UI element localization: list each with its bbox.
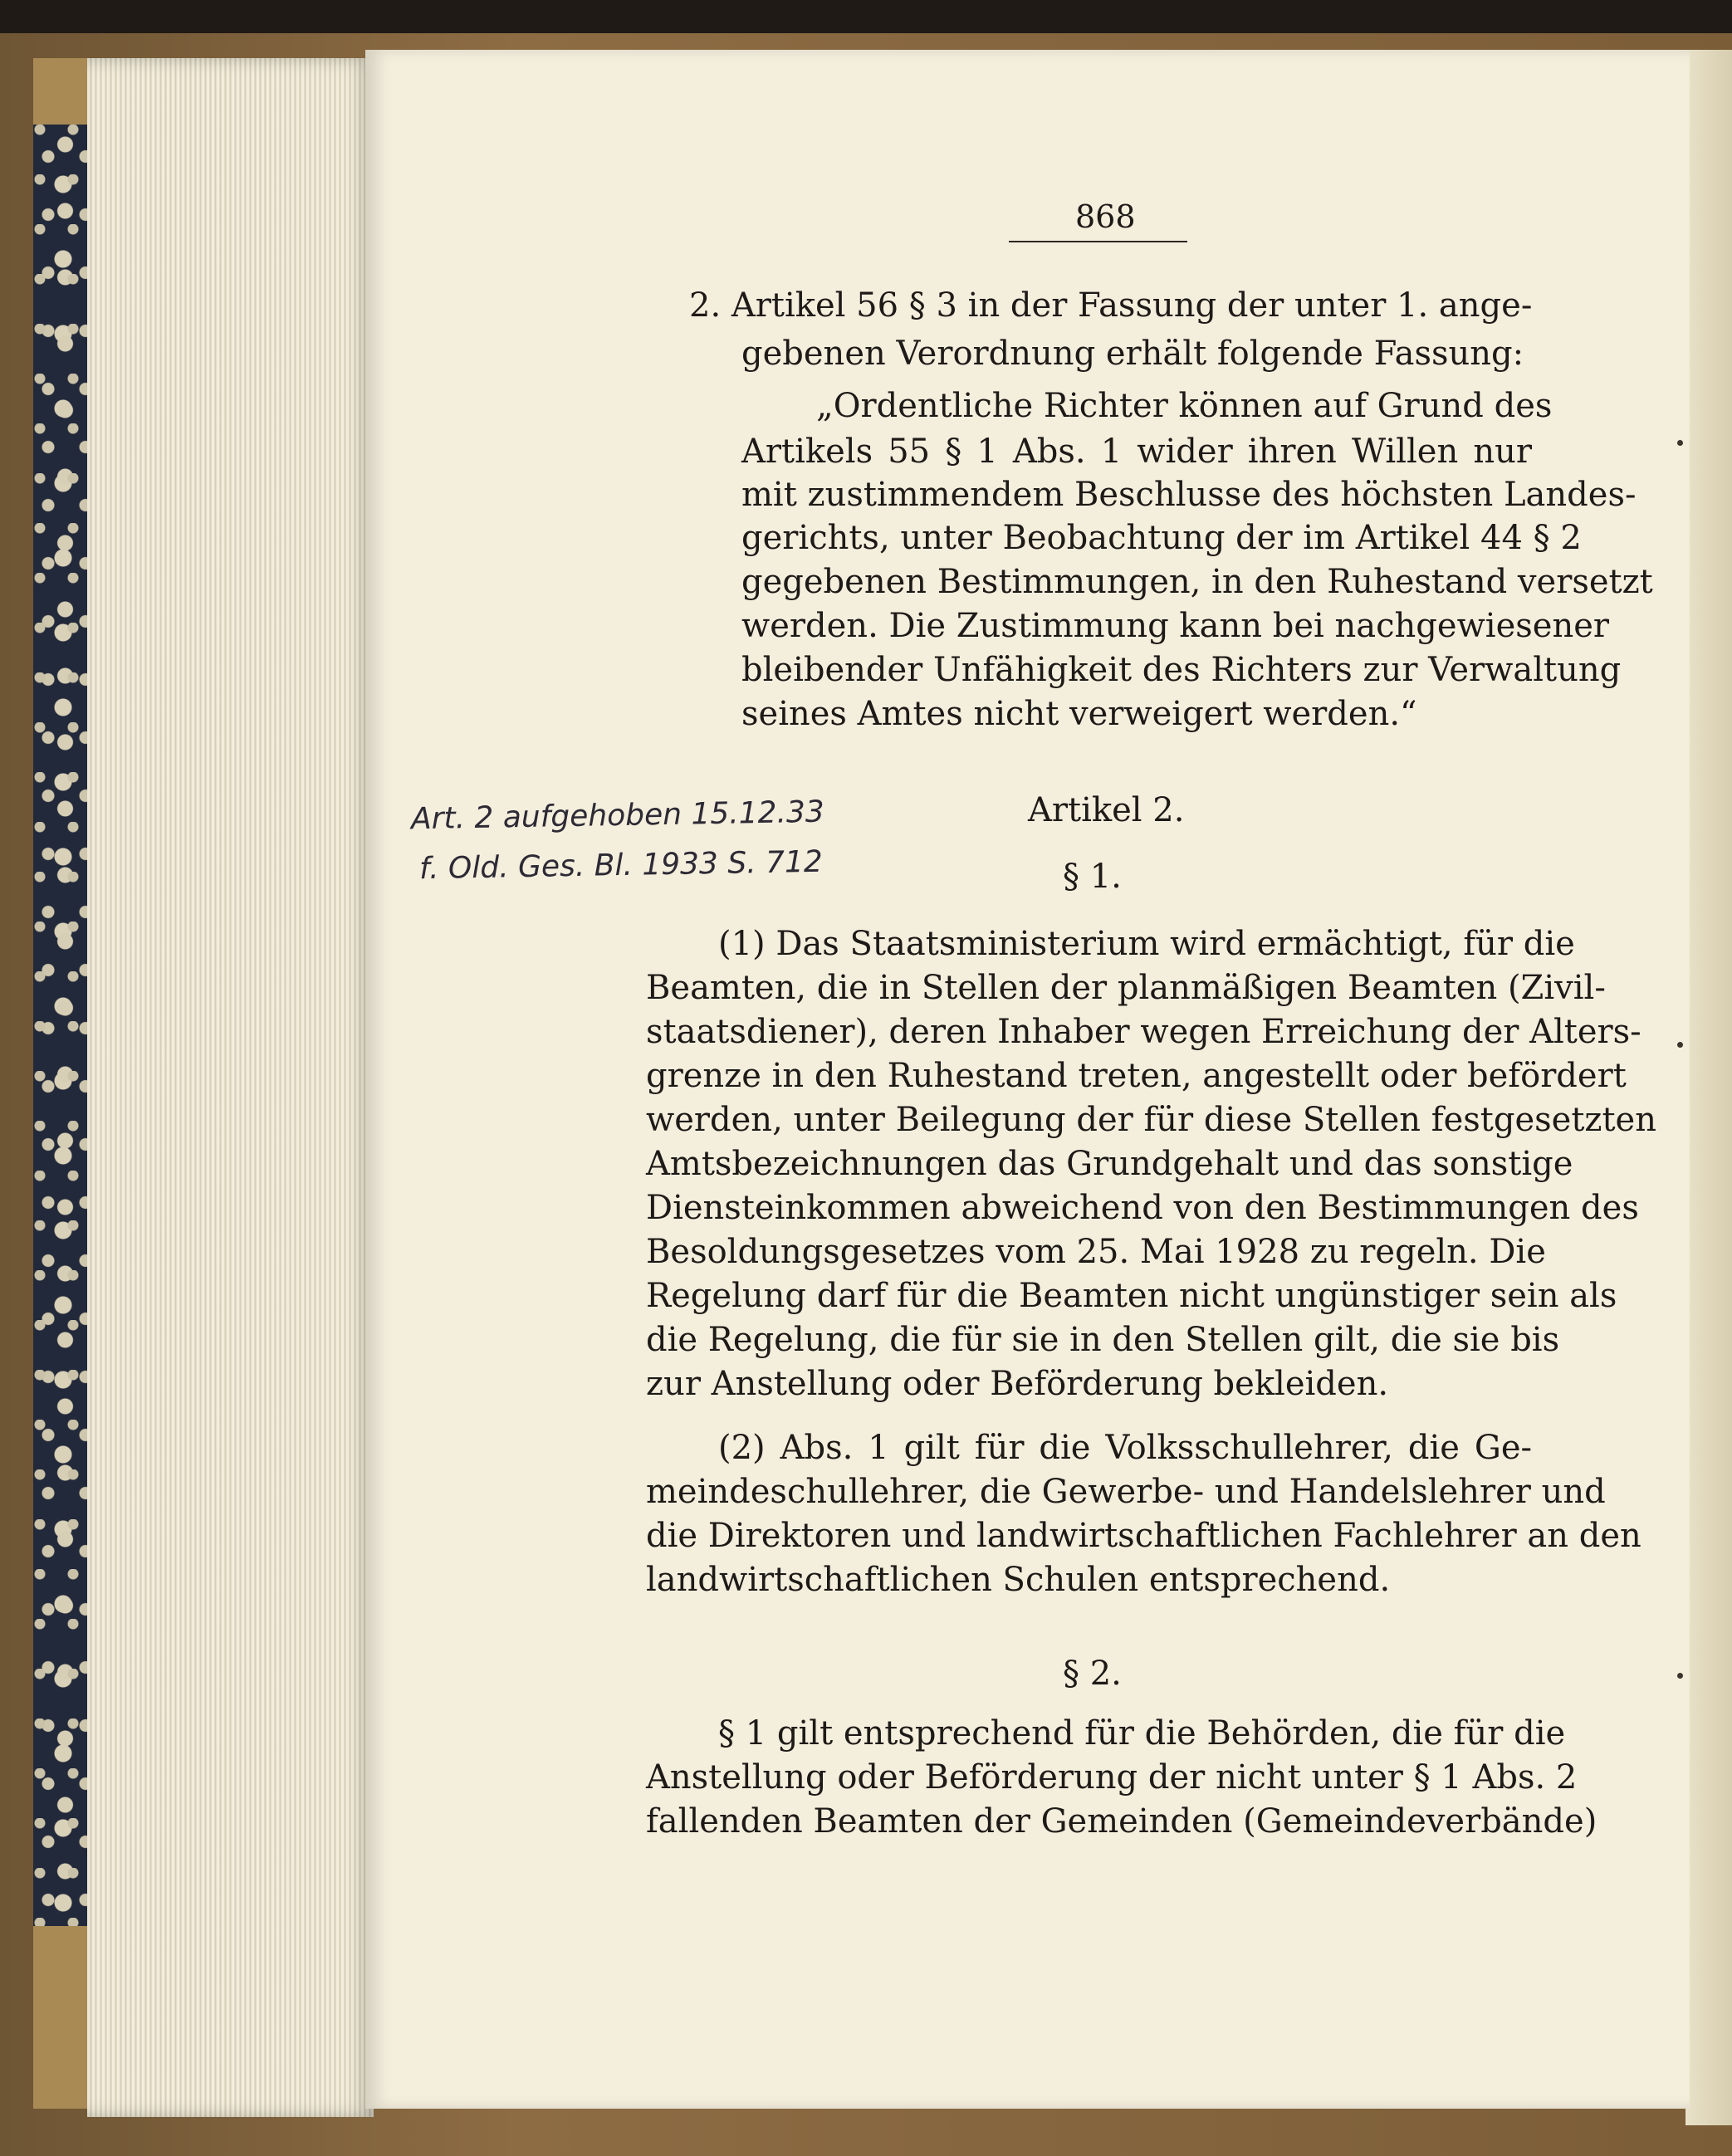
text-line: die Regelung, die für sie in den Stellen gilt, die sie bis <box>646 1321 1560 1359</box>
section-heading: § 1. <box>1063 858 1122 896</box>
article-heading: Artikel 2. <box>1028 791 1185 829</box>
text-line: § 1 gilt entsprechend für die Behörden, die für die <box>718 1714 1566 1753</box>
ink-mark <box>1677 1673 1683 1679</box>
text-line: Regelung darf für die Beamten nicht ungünstiger sein als <box>646 1277 1617 1315</box>
text-line: Anstellung oder Beförderung der nicht unter § 1 Abs. 2 <box>646 1758 1578 1797</box>
text-line: zur Anstellung oder Beförderung bekleiden. <box>646 1365 1389 1403</box>
text-line: meindeschullehrer, die Gewerbe- und Handelslehrer und <box>646 1473 1606 1511</box>
handwritten-note-line: f. Old. Ges. Bl. 1933 S. 712 <box>418 844 824 887</box>
text-line: landwirtschaftlichen Schulen entsprechend. <box>646 1561 1391 1599</box>
text-line: (2) Abs. 1 gilt für die Volksschullehrer, die Ge- <box>718 1429 1532 1467</box>
text-line: die Direktoren und landwirtschaftlichen Fachlehrer an den <box>646 1517 1641 1555</box>
ink-mark <box>1677 1042 1683 1048</box>
text-line: seines Amtes nicht verweigert werden.“ <box>741 695 1417 733</box>
section-heading: § 2. <box>1063 1655 1122 1693</box>
handwritten-note-line: Art. 2 aufgehoben 15.12.33 <box>410 794 825 837</box>
text-line: werden, unter Beilegung der für diese Stellen festgesetzten <box>646 1101 1656 1139</box>
text-line: Besoldungsgesetzes vom 25. Mai 1928 zu regeln. Die <box>646 1233 1546 1271</box>
header-rule <box>1009 241 1187 242</box>
page-edges <box>87 58 374 2117</box>
text-line: Amtsbezeichnungen das Grundgehalt und das sonstige <box>646 1145 1573 1183</box>
text-line: Artikels 55 § 1 Abs. 1 wider ihren Willen nur <box>741 433 1532 471</box>
ink-mark <box>1677 440 1683 446</box>
text-line: mit zustimmendem Beschlusse des höchsten Landes- <box>741 476 1637 514</box>
text-line: werden. Die Zustimmung kann bei nachgewiesener <box>741 607 1610 645</box>
text-line: 2. Artikel 56 § 3 in der Fassung der unter 1. ange- <box>689 286 1533 325</box>
text-line: Diensteinkommen abweichend von den Bestimmungen des <box>646 1189 1639 1227</box>
text-line: „Ordentliche Richter können auf Grund des <box>816 387 1553 425</box>
facing-page-edge <box>1686 50 1732 2125</box>
text-line: gegebenen Bestimmungen, in den Ruhestand versetzt <box>741 563 1653 601</box>
text-line: bleibender Unfähigkeit des Richters zur Verwaltung <box>741 651 1622 689</box>
page-number: 868 <box>1075 198 1136 235</box>
text-line: (1) Das Staatsministerium wird ermächtigt, für die <box>718 925 1575 963</box>
text-line: fallenden Beamten der Gemeinden (Gemeindeverbände) <box>646 1802 1597 1841</box>
text-line: gerichts, unter Beobachtung der im Artikel 44 § 2 <box>741 519 1582 557</box>
text-line: staatsdiener), deren Inhaber wegen Erreichung der Alters- <box>646 1013 1641 1051</box>
text-line: Beamten, die in Stellen der planmäßigen Beamten (Zivil- <box>646 969 1606 1007</box>
text-line: gebenen Verordnung erhält folgende Fassung: <box>741 335 1524 373</box>
text-line: grenze in den Ruhestand treten, angestellt oder befördert <box>646 1057 1627 1095</box>
